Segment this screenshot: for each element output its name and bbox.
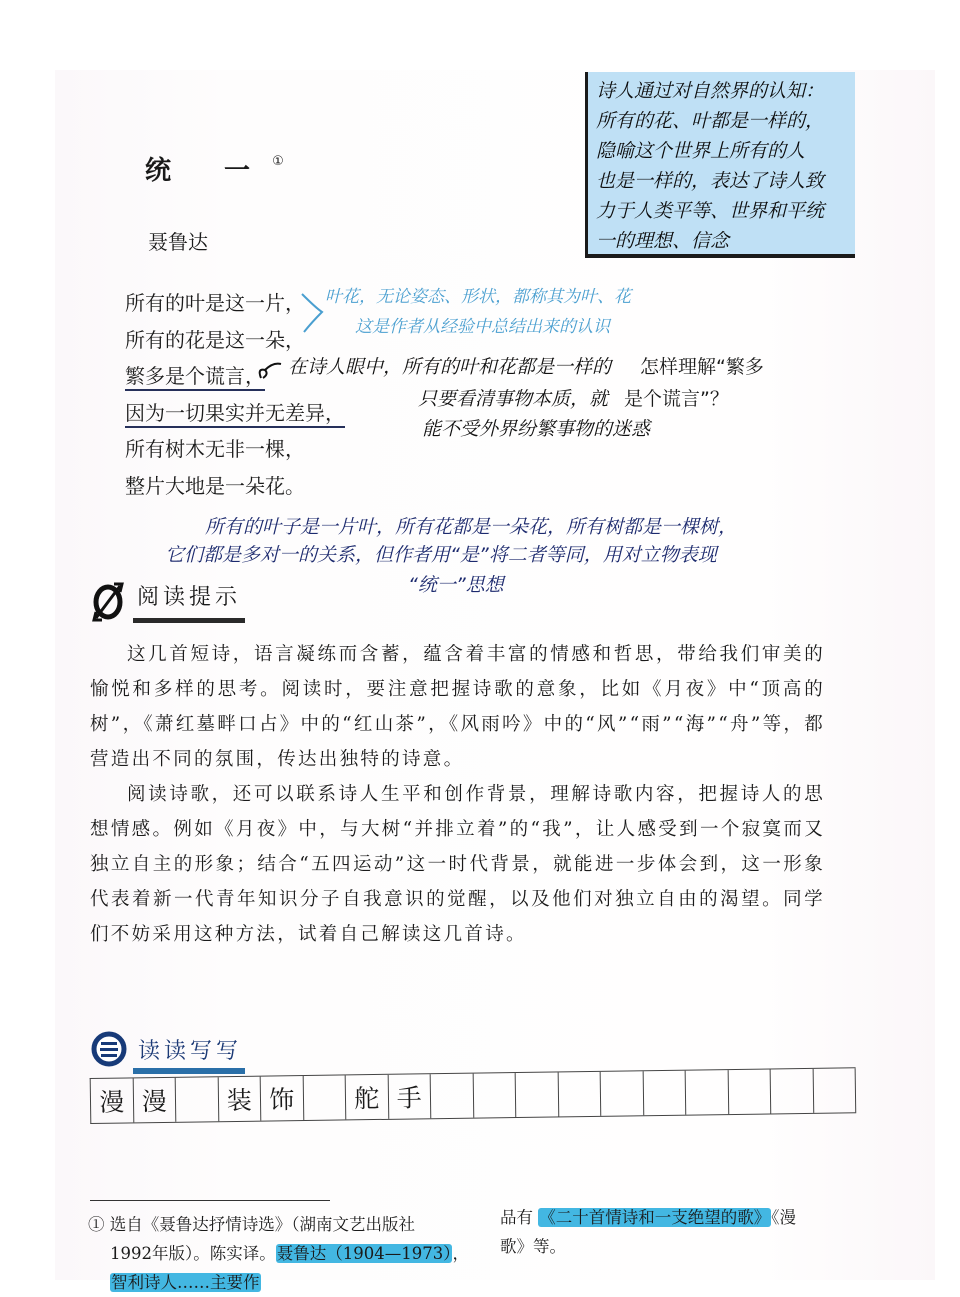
sticky-note-line: 一的理想、信念 bbox=[596, 230, 730, 252]
handwritten-note-blue: 叶花，无论姿态、形状，都称其为叶、花 bbox=[325, 287, 631, 307]
side-question-line: 怎样理解“繁多 bbox=[640, 356, 764, 378]
loop-mark-icon bbox=[255, 358, 285, 384]
underlined-text: 繁多是个谎言， bbox=[125, 364, 265, 391]
grid-cell: 装 bbox=[218, 1077, 261, 1122]
footnote-mark: ① bbox=[88, 1215, 105, 1234]
grid-cell: 手 bbox=[388, 1074, 431, 1119]
grid-cell bbox=[728, 1069, 771, 1114]
three-lines-circle-icon bbox=[90, 1030, 128, 1068]
reading-tip-icon bbox=[88, 580, 128, 624]
handwritten-summary: 它们都是多对一的关系，但作者用“是”将二者等同，用对立物表现 bbox=[165, 544, 717, 566]
poem-line bbox=[125, 395, 345, 432]
highlighted-text: 聂鲁达（1904—1973） bbox=[276, 1244, 452, 1263]
footnote-text: 品有 bbox=[500, 1208, 533, 1227]
grid-cell bbox=[303, 1075, 346, 1120]
footnote-divider bbox=[90, 1200, 330, 1201]
grid-cell: 漫 bbox=[133, 1078, 176, 1123]
footnote-text: ， bbox=[452, 1244, 469, 1263]
footnote-marker[interactable]: ① bbox=[272, 154, 284, 169]
handwritten-summary: 所有的叶子是一片叶，所有花都是一朵花，所有树都是一棵树， bbox=[205, 516, 738, 538]
handwritten-note: 在诗人眼中，所有的叶和花都是一样的 bbox=[288, 356, 612, 378]
highlighted-text: 智利诗人……主要作 bbox=[111, 1273, 260, 1292]
grid-cell: 漫 bbox=[91, 1078, 134, 1123]
poem-author: 聂鲁达 bbox=[148, 230, 208, 254]
grid-cell bbox=[176, 1077, 219, 1122]
section-heading-read-write: 读读写写 bbox=[138, 1039, 243, 1064]
paragraph: 阅读诗歌，还可以联系诗人生平和创作背景，理解诗歌内容，把握诗人的思想情感。例如《月夜》中，与大树“并排立着”的“我”，让人感受到一个寂寞而又独立自主的形象；结合“五四运动”这一时代背景，就能进一步体会到，这一形象代表着新一代青年知识分子自我意识的觉醒，以及他们对独立自由的渴望。同学们不妨采用这种方法，试着自己解读这几首诗。 bbox=[90, 784, 825, 945]
sticky-note-line: 隐喻这个世界上所有的人 bbox=[596, 140, 806, 162]
handwritten-summary: “统一”思想 bbox=[408, 574, 504, 596]
footnote-text: 歌》等。 bbox=[500, 1237, 566, 1256]
heading-underline bbox=[133, 618, 245, 623]
grid-cell bbox=[813, 1068, 856, 1113]
sticky-note-line: 力于人类平等、世界和平统 bbox=[596, 200, 825, 222]
grid-cell bbox=[771, 1069, 814, 1114]
sticky-note-line: 也是一样的，表达了诗人致 bbox=[596, 170, 825, 192]
footnote-text: 1992年版）。陈实译。 bbox=[110, 1244, 276, 1263]
grid-cell bbox=[558, 1072, 601, 1117]
grid-cell: 饰 bbox=[261, 1076, 304, 1121]
sticky-note bbox=[585, 72, 855, 258]
underlined-text: 因为一切果实并无差异， bbox=[125, 401, 345, 428]
heading-underline bbox=[133, 1068, 245, 1074]
side-question-line: 是个谎言”？ bbox=[624, 388, 729, 410]
grid-cell bbox=[686, 1070, 729, 1115]
highlighted-text: 《二十首情诗和一支绝望的歌》 bbox=[539, 1208, 771, 1227]
reading-tips-body bbox=[90, 637, 825, 952]
footnote-left bbox=[88, 1210, 469, 1292]
footnote-right bbox=[500, 1203, 830, 1261]
grid-cell bbox=[431, 1074, 474, 1119]
handwritten-note: 只要看清事物本质，就 bbox=[418, 388, 609, 410]
footnote-text: 《漫 bbox=[771, 1208, 796, 1227]
poem-line: 所有树木无非一棵， bbox=[125, 437, 305, 461]
handwritten-note: 能不受外界纷繁事物的迷惑 bbox=[422, 418, 651, 440]
section-heading-reading-tips: 阅读提示 bbox=[137, 585, 242, 610]
grid-cell bbox=[516, 1072, 559, 1117]
sticky-note-line: 诗人通过对自然界的认知： bbox=[596, 80, 825, 102]
footnote-text: 选自《聂鲁达抒情诗选》（湖南文艺出版社 bbox=[109, 1215, 415, 1234]
grid-cell bbox=[601, 1071, 644, 1116]
poem-line: 整片大地是一朵花。 bbox=[125, 473, 305, 498]
poem-line: 所有的花是这一朵， bbox=[125, 327, 305, 352]
side-question bbox=[624, 352, 764, 414]
poem-line: 所有的叶是这一片， bbox=[125, 291, 305, 315]
paragraph: 这几首短诗，语言凝练而含蓄，蕴含着丰富的情感和哲思，带给我们审美的愉悦和多样的思考。阅读时，要注意把握诗歌的意象，比如《月夜》中“顶高的树”，《萧红墓畔口占》中的“红山茶”，《风雨吟》中的“风”“雨”“海”“舟”等，都营造出不同的氛围，传达出独特的诗意。 bbox=[90, 644, 825, 770]
grid-cell bbox=[643, 1071, 686, 1116]
sticky-note-line: 所有的花、叶都是一样的， bbox=[596, 110, 825, 132]
brace-mark-icon bbox=[298, 288, 328, 338]
grid-cell bbox=[473, 1073, 516, 1118]
handwritten-note-blue: 这是作者从经验中总结出来的认识 bbox=[355, 317, 610, 337]
poem-title: 统 一① bbox=[145, 154, 284, 186]
grid-cell: 舵 bbox=[346, 1075, 389, 1120]
